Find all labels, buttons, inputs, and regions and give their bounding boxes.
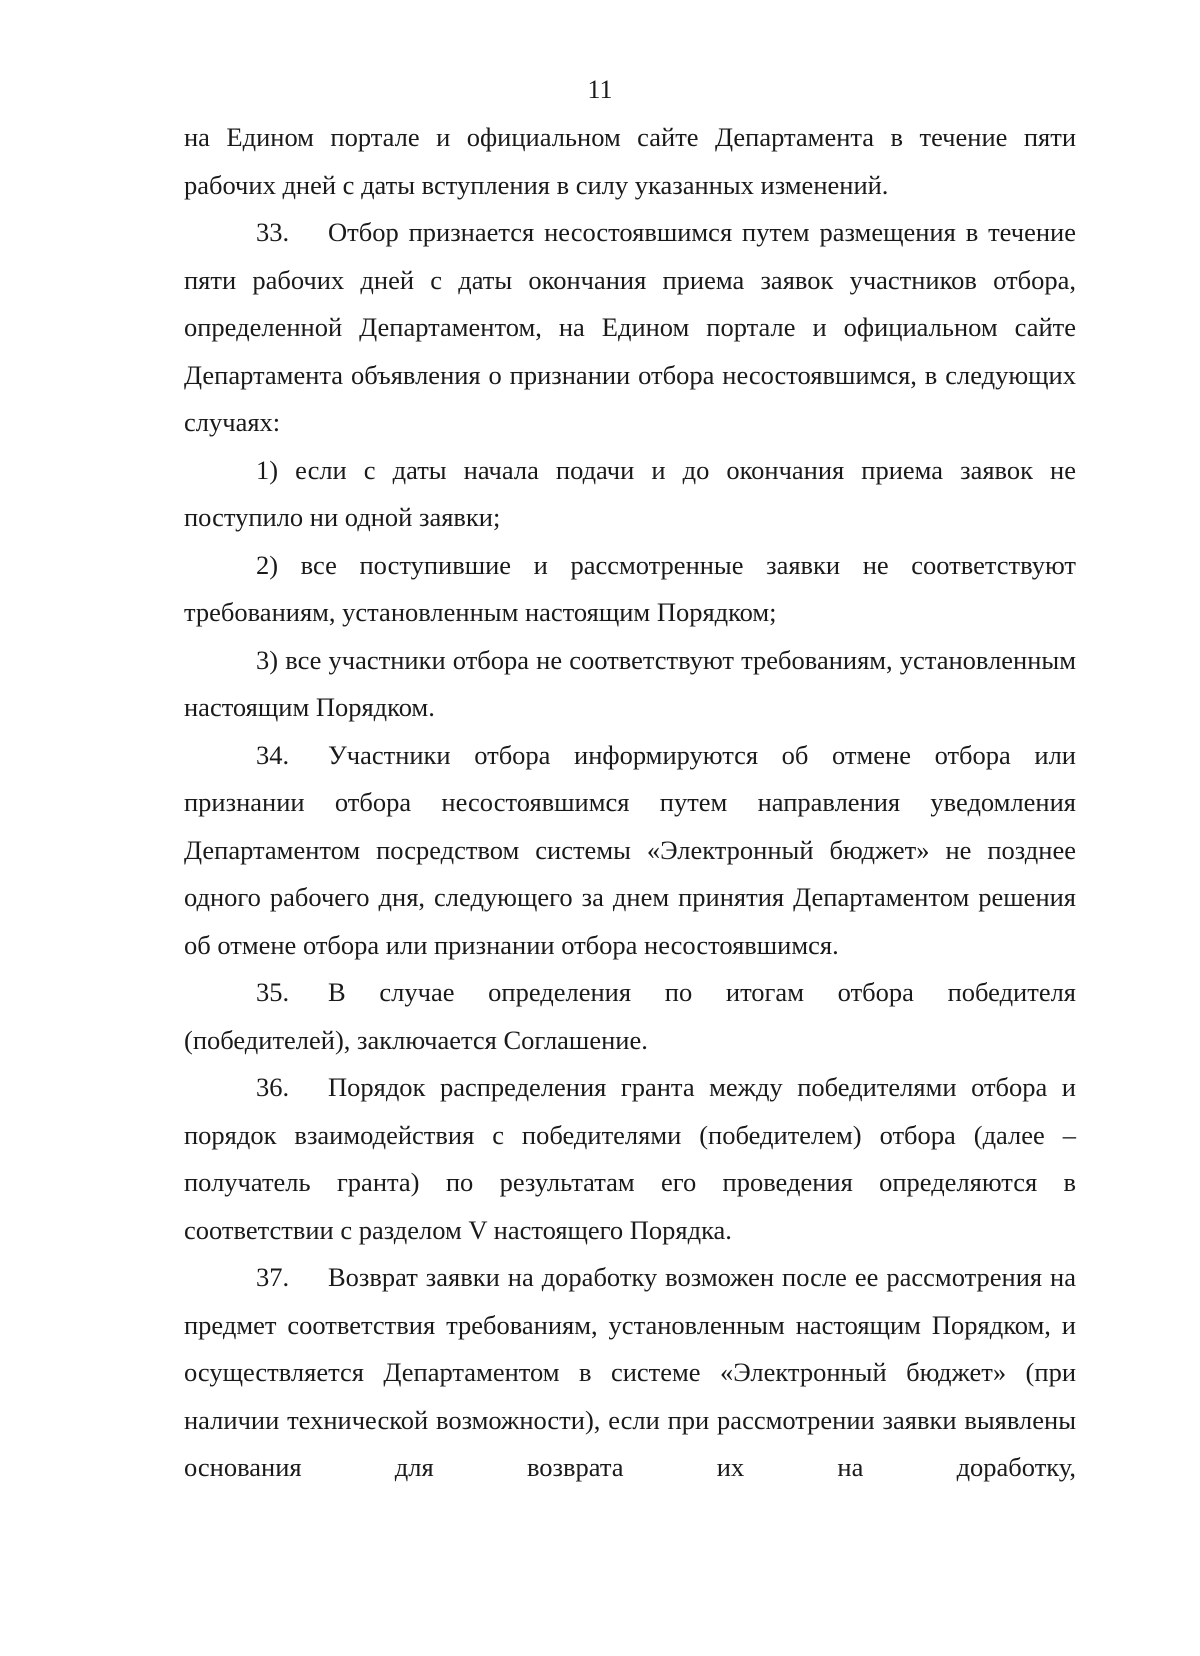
paragraph-text: В случае определения по итогам отбора победителя (победителей), заключается Соглашение. [184, 977, 1076, 1055]
paragraph-number: 35. [256, 977, 290, 1007]
paragraph-number: 36. [256, 1072, 290, 1102]
list-item-1: 1) если с даты начала подачи и до окончания приема заявок не поступило ни одной заявки; [184, 454, 1076, 532]
list-item-2: 2) все поступившие и рассмотренные заявки не соответствуют требованиям, установленным настоящим Порядком; [184, 549, 1076, 627]
paragraph-number: 33. [256, 217, 290, 247]
paragraph-text: Порядок распределения гранта между победителями отбора и порядок взаимодействия с победителями (победителем) отбора (далее – получатель гранта) по результатам его проведения определяются в соответствии с разделом V настоящего Порядка. [184, 1072, 1076, 1245]
paragraph-text: Возврат заявки на доработку возможен после ее рассмотрения на предмет соответствия требованиям, установленным настоящим Порядком, и осуществляется Департаментом в системе «Электронный бюджет» (при наличии технической возможности), если при рассмотрении заявки выявлены основания для возврата их на доработку, [184, 1262, 1076, 1482]
paragraph-36 [184, 1064, 1076, 1254]
page-number: 11 [587, 75, 613, 104]
paragraph-number: 37. [256, 1262, 290, 1292]
paragraph-34 [184, 732, 1076, 970]
paragraph-33 [184, 209, 1076, 447]
paragraph-37 [184, 1254, 1076, 1492]
list-item-3: 3) все участники отбора не соответствуют требованиям, установленным настоящим Порядком. [184, 644, 1076, 722]
paragraph-35 [184, 969, 1076, 1064]
paragraph-continuation: на Едином портале и официальном сайте Департамента в течение пяти рабочих дней с даты вступления в силу указанных изменений. [184, 122, 1076, 200]
paragraph-number: 34. [256, 739, 290, 770]
paragraph-text: Отбор признается несостоявшимся путем размещения в течение пяти рабочих дней с даты окончания приема заявок участников отбора, определенной Департаментом, на Едином портале и официальном сайте Департамента объявления о признании отбора несостоявшимся, в следующих случаях: [184, 217, 1076, 437]
paragraph-text: Участники отбора информируются об отмене отбора или признании отбора несостоявшимся путем направления уведомления Департаментом посредством системы «Электронный бюджет» не позднее одного рабочего дня, следующего за днем принятия Департаментом решения об отмене отбора или признании отбора несостоявшимся. [184, 739, 1076, 960]
document-body [184, 114, 1076, 1492]
